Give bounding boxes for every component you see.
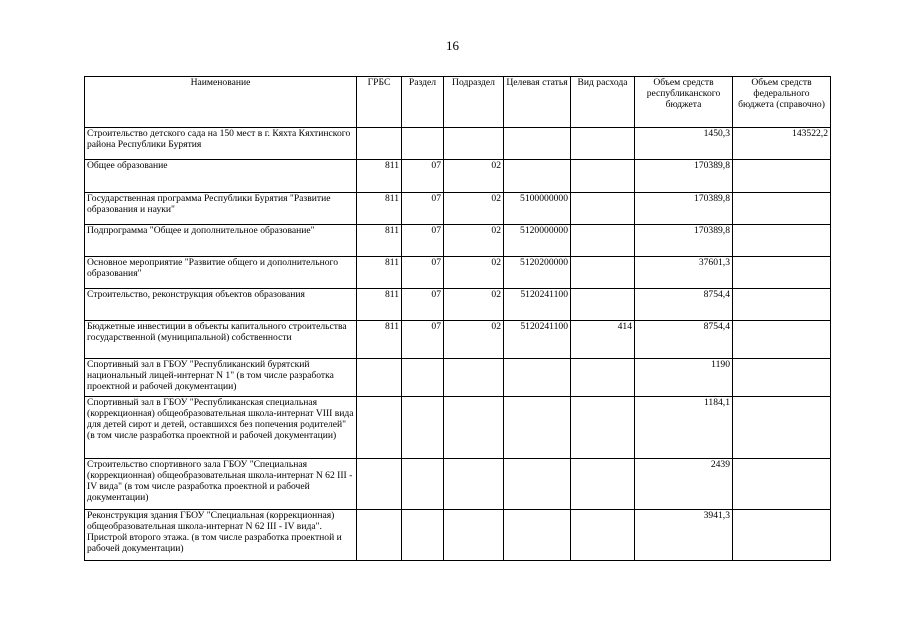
cell-federal-budget <box>733 289 831 321</box>
table-row <box>85 289 831 321</box>
cell-subsection: 02 <box>444 289 504 321</box>
cell-expense-type <box>571 397 635 459</box>
cell-federal-budget <box>733 321 831 359</box>
cell-expense-type <box>571 193 635 225</box>
cell-name: Основное мероприятие "Развитие общего и дополнительного образования" <box>85 257 357 289</box>
cell-section: 07 <box>402 193 444 225</box>
cell-grbs: 811 <box>357 257 402 289</box>
cell-name: Бюджетные инвестиции в объекты капитального строительства государственной (муниципальной) собственности <box>85 321 357 359</box>
cell-expense-type <box>571 289 635 321</box>
cell-republic-budget: 170389,8 <box>635 225 733 257</box>
cell-expense-type <box>571 359 635 397</box>
page-number: 16 <box>446 38 459 53</box>
header-name: Наименование <box>85 77 357 128</box>
cell-subsection: 02 <box>444 193 504 225</box>
cell-grbs <box>357 359 402 397</box>
cell-federal-budget <box>733 359 831 397</box>
cell-grbs <box>357 510 402 561</box>
table-row <box>85 128 831 160</box>
budget-table <box>84 76 831 561</box>
cell-section: 07 <box>402 257 444 289</box>
table-row <box>85 160 831 193</box>
cell-subsection <box>444 359 504 397</box>
cell-federal-budget <box>733 160 831 193</box>
cell-expense-type <box>571 510 635 561</box>
cell-republic-budget: 2439 <box>635 459 733 510</box>
cell-subsection: 02 <box>444 257 504 289</box>
cell-expense-type <box>571 225 635 257</box>
table-row <box>85 257 831 289</box>
cell-expense-type <box>571 459 635 510</box>
header-section: Раздел <box>402 77 444 128</box>
header-subsection: Подраздел <box>444 77 504 128</box>
cell-section: 07 <box>402 321 444 359</box>
cell-subsection <box>444 397 504 459</box>
cell-target <box>504 160 571 193</box>
cell-name: Спортивный зал в ГБОУ "Республиканский бурятский национальный лицей-интернат N 1" (в том числе разработка проектной и рабочей документации) <box>85 359 357 397</box>
cell-target: 5120241100 <box>504 321 571 359</box>
cell-section <box>402 128 444 160</box>
cell-section: 07 <box>402 160 444 193</box>
cell-federal-budget <box>733 257 831 289</box>
cell-republic-budget: 1450,3 <box>635 128 733 160</box>
cell-target <box>504 359 571 397</box>
cell-name: Реконструкция здания ГБОУ "Специальная (коррекционная) общеобразовательная школа-интернат N 62 III - IV вида". Пристрой второго этажа. (в том числе разработка проектной и рабочей документации) <box>85 510 357 561</box>
cell-target: 5120000000 <box>504 225 571 257</box>
cell-republic-budget: 170389,8 <box>635 160 733 193</box>
cell-expense-type <box>571 160 635 193</box>
cell-republic-budget: 170389,8 <box>635 193 733 225</box>
cell-subsection <box>444 459 504 510</box>
cell-target <box>504 510 571 561</box>
cell-grbs: 811 <box>357 321 402 359</box>
cell-target <box>504 128 571 160</box>
cell-grbs <box>357 397 402 459</box>
cell-grbs: 811 <box>357 160 402 193</box>
cell-federal-budget <box>733 397 831 459</box>
cell-federal-budget <box>733 225 831 257</box>
table-row <box>85 459 831 510</box>
cell-expense-type <box>571 257 635 289</box>
cell-federal-budget <box>733 510 831 561</box>
header-expense-type: Вид расхода <box>571 77 635 128</box>
cell-section <box>402 359 444 397</box>
cell-republic-budget: 8754,4 <box>635 321 733 359</box>
cell-name: Строительство спортивного зала ГБОУ "Специальная (коррекционная) общеобразовательная школа-интернат N 62 III - IV вида" (в том числе разработка проектной и рабочей документации) <box>85 459 357 510</box>
cell-grbs: 811 <box>357 289 402 321</box>
header-republic-budget: Объем средств республиканского бюджета <box>635 77 733 128</box>
cell-section <box>402 459 444 510</box>
cell-name: Спортивный зал в ГБОУ "Республиканская специальная (коррекционная) общеобразовательная школа-интернат VIII вида для детей сирот и детей, оставшихся без попечения родителей" (в том числе разработка проектной и рабочей документации) <box>85 397 357 459</box>
cell-republic-budget: 37601,3 <box>635 257 733 289</box>
cell-republic-budget: 1184,1 <box>635 397 733 459</box>
cell-subsection: 02 <box>444 321 504 359</box>
cell-federal-budget <box>733 193 831 225</box>
cell-name: Государственная программа Республики Бурятия "Развитие образования и науки" <box>85 193 357 225</box>
cell-subsection <box>444 128 504 160</box>
cell-expense-type <box>571 128 635 160</box>
cell-grbs: 811 <box>357 225 402 257</box>
cell-republic-budget: 1190 <box>635 359 733 397</box>
header-grbs: ГРБС <box>357 77 402 128</box>
cell-federal-budget <box>733 459 831 510</box>
cell-grbs: 811 <box>357 193 402 225</box>
header-federal-budget: Объем средств федерального бюджета (справочно) <box>733 77 831 128</box>
table-row <box>85 193 831 225</box>
table-row <box>85 510 831 561</box>
cell-section <box>402 510 444 561</box>
cell-name: Строительство детского сада на 150 мест в г. Кяхта Кяхтинского района Республики Бурятия <box>85 128 357 160</box>
table-row <box>85 397 831 459</box>
cell-name: Строительство, реконструкция объектов образования <box>85 289 357 321</box>
cell-subsection: 02 <box>444 160 504 193</box>
cell-section <box>402 397 444 459</box>
cell-name: Общее образование <box>85 160 357 193</box>
cell-target <box>504 397 571 459</box>
cell-expense-type: 414 <box>571 321 635 359</box>
header-target: Целевая статья <box>504 77 571 128</box>
cell-federal-budget: 143522,2 <box>733 128 831 160</box>
cell-section: 07 <box>402 225 444 257</box>
cell-subsection: 02 <box>444 225 504 257</box>
cell-grbs <box>357 128 402 160</box>
cell-grbs <box>357 459 402 510</box>
cell-target <box>504 459 571 510</box>
table-header-row <box>85 77 831 128</box>
cell-target: 5120241100 <box>504 289 571 321</box>
cell-subsection <box>444 510 504 561</box>
table-row <box>85 225 831 257</box>
cell-target: 5100000000 <box>504 193 571 225</box>
cell-republic-budget: 3941,3 <box>635 510 733 561</box>
cell-name: Подпрограмма "Общее и дополнительное образование" <box>85 225 357 257</box>
cell-target: 5120200000 <box>504 257 571 289</box>
cell-section: 07 <box>402 289 444 321</box>
table-row <box>85 359 831 397</box>
cell-republic-budget: 8754,4 <box>635 289 733 321</box>
table-row <box>85 321 831 359</box>
